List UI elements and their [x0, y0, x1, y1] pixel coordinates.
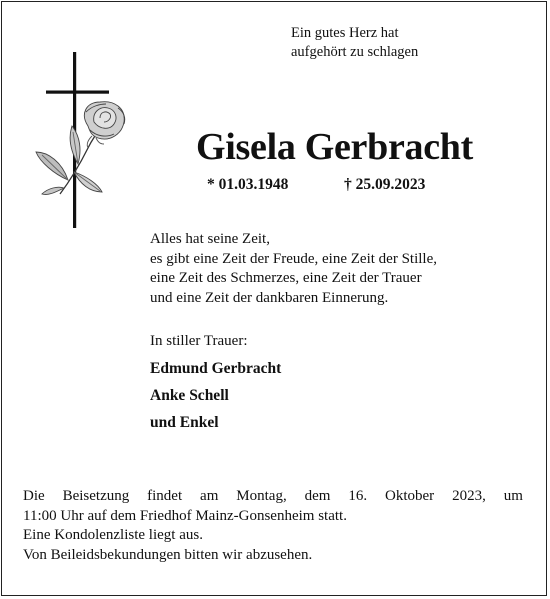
notice-word: dem [304, 488, 331, 504]
notice-word: Beisetzung [62, 488, 130, 504]
poem-line: eine Zeit des Schmerzes, eine Zeit der Trauer [150, 270, 422, 287]
poem-line: es gibt eine Zeit der Freude, eine Zeit der Stille, [150, 250, 437, 267]
motto-line-2: aufgehört zu schlagen [291, 44, 419, 60]
notice-word: findet [147, 488, 183, 504]
obituary-frame [1, 1, 547, 596]
notice-word: um [503, 488, 523, 504]
rose-icon [36, 102, 125, 195]
notice-line-3: Eine Kondolenzliste liegt aus. [23, 527, 203, 544]
motto-line-1: Ein gutes Herz hat [291, 25, 399, 41]
funeral-notice [23, 487, 523, 565]
notice-word: Montag, [236, 488, 287, 504]
mourners-list [150, 355, 281, 436]
notice-line-1 [23, 487, 523, 507]
notice-line-2: 11:00 Uhr auf dem Friedhof Mainz-Gonsenheim statt. [23, 507, 347, 524]
poem [150, 230, 437, 308]
mourner-name: Edmund Gerbracht [150, 360, 282, 377]
death-date: † 25.09.2023 [344, 176, 426, 193]
deceased-name: Gisela Gerbracht [196, 126, 473, 168]
poem-line: Alles hat seine Zeit, [150, 231, 270, 247]
mourning-label: In stiller Trauer: [150, 333, 248, 349]
notice-word: Oktober [385, 488, 435, 504]
poem-line: und eine Zeit der dankbaren Einnerung. [150, 289, 389, 306]
emblem-graphic [30, 52, 150, 232]
notice-word: 2023, [452, 488, 486, 504]
memorial-emblem [30, 52, 150, 232]
birth-date: * 01.03.1948 [207, 176, 289, 193]
motto [291, 24, 418, 62]
notice-word: am [200, 488, 219, 504]
notice-word: Die [23, 488, 45, 504]
mourner-name: Anke Schell [150, 387, 229, 404]
mourner-name: und Enkel [150, 414, 219, 431]
notice-word: 16. [348, 488, 368, 504]
notice-line-4: Von Beileidsbekundungen bitten wir abzusehen. [23, 546, 313, 563]
